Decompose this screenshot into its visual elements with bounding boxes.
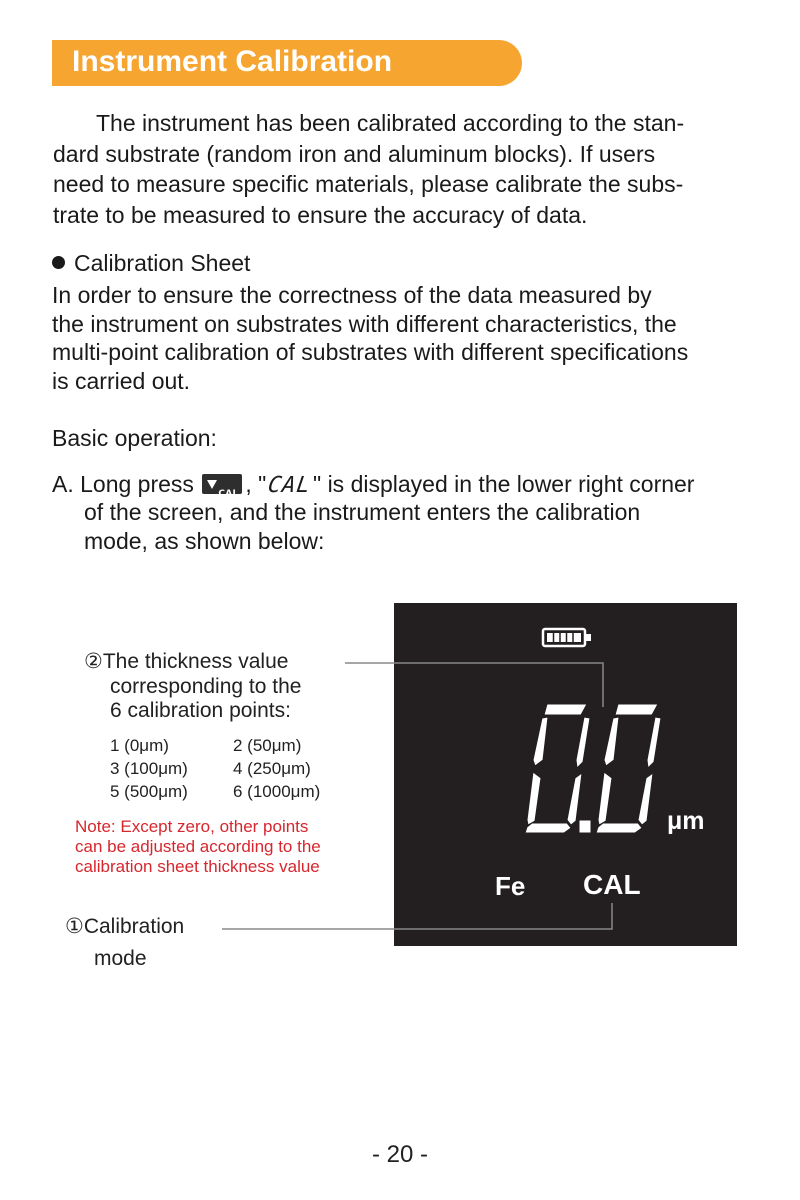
annotation-1-line-1: Calibration (83, 915, 185, 938)
annotation-2-marker: ② (84, 650, 103, 673)
calibration-sheet-line-2: the instrument on substrates with different characteristics, the (52, 310, 677, 337)
calibration-point: 5 (500μm) (110, 782, 188, 801)
calibration-point: 1 (0μm) (110, 736, 169, 755)
annotation-2-line-1: The thickness value (102, 650, 289, 673)
annotation-2-line-2: corresponding to the (110, 674, 302, 698)
calibration-point: 2 (50μm) (233, 736, 302, 755)
annotation-1-marker: ① (65, 915, 84, 938)
calibration-sheet-line-4: is carried out. (52, 367, 191, 394)
calibration-point: 4 (250μm) (233, 759, 311, 778)
step-a-line-3: mode, as shown below: (84, 527, 325, 554)
calibration-sheet-line-1: In order to ensure the correctness of the data measured by (52, 282, 652, 308)
step-a-quote-close: " is displayed in the lower right corner (313, 471, 695, 497)
section-title: Instrument Calibration (72, 45, 393, 78)
calibration-sheet-heading-text: Calibration Sheet (74, 250, 251, 276)
calibration-sheet-line-3: multi-point calibration of substrates with different specifications (52, 339, 689, 365)
intro-line-3: need to measure specific materials, please calibrate the subs- (53, 171, 684, 197)
cal-key-label: CAL (218, 489, 239, 499)
note-line-1: Note: Except zero, other points (75, 817, 309, 836)
intro-line-1: The instrument has been calibrated according to the stan- (96, 110, 685, 136)
basic-operation-heading: Basic operation: (52, 425, 217, 451)
note-line-3: calibration sheet thickness value (75, 857, 320, 876)
intro-line-2: dard substrate (random iron and aluminum blocks). If users (53, 140, 656, 167)
lcd-reading-value: 0.0 (520, 702, 522, 703)
note-line-2: can be adjusted according to the (75, 837, 321, 856)
annotation-1-line-2: mode (94, 947, 147, 970)
lcd-mode: CAL (583, 869, 641, 900)
step-a-line-2: of the screen, and the instrument enters the calibration (84, 499, 641, 525)
calibration-point: 3 (100μm) (110, 759, 188, 778)
intro-line-4: trate to be measured to ensure the accuracy of data. (53, 201, 588, 228)
step-a-quote-open: , " (245, 471, 267, 497)
calibration-point: 6 (1000μm) (233, 782, 321, 801)
annotation-2-line-3: 6 calibration points: (110, 699, 291, 722)
page-number: - 20 - (371, 1141, 428, 1168)
leader-line-calibration-mode (222, 903, 612, 929)
lcd-unit: μm (667, 807, 705, 835)
step-a-prefix: A. Long press (52, 471, 194, 497)
leader-line-thickness (345, 663, 603, 707)
cal-segment-glyph: CAL (266, 473, 313, 498)
lcd-substrate: Fe (495, 871, 526, 901)
